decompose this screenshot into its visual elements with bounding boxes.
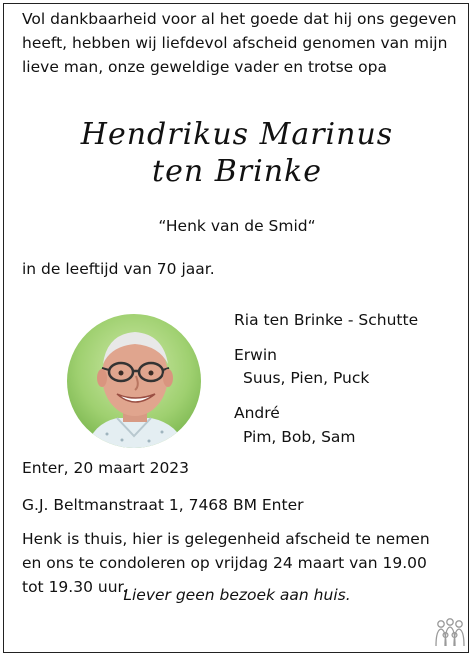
spouse-name: Ria ten Brinke - Schutte <box>234 311 419 329</box>
intro-line-2: heeft, hebben wij liefdevol afscheid genomen van mijn <box>22 34 448 52</box>
visitation-line-1: Henk is thuis, hier is gelegenheid afscheid te nemen <box>22 530 430 548</box>
place-date: Enter, 20 maart 2023 <box>22 459 190 477</box>
deceased-name-line-1: Hendrikus Marinus <box>80 117 394 152</box>
age-text: in de leeftijd van 70 jaar. <box>22 260 215 278</box>
grandchildren-erwin: Suus, Pien, Puck <box>243 369 370 387</box>
visitation-line-2: en ons te condoleren op vrijdag 24 maart van 19.00 <box>22 554 427 572</box>
deceased-name-line-2: ten Brinke <box>152 154 322 189</box>
deceased-nickname: “Henk van de Smid“ <box>158 217 316 235</box>
grandchildren-andre: Pim, Bob, Sam <box>243 428 356 446</box>
child-name-andre: André <box>234 404 280 422</box>
portrait-photo <box>67 314 201 448</box>
child-name-erwin: Erwin <box>234 346 277 364</box>
intro-line-3: lieve man, onze geweldige vader en trotse opa <box>22 58 387 76</box>
address: G.J. Beltmanstraat 1, 7468 BM Enter <box>22 496 304 514</box>
closing-note: Liever geen bezoek aan huis. <box>123 586 351 604</box>
family-logo-icon <box>433 618 467 648</box>
intro-line-1: Vol dankbaarheid voor al het goede dat hij ons gegeven <box>22 10 457 28</box>
visitation-line-3: tot 19.30 uur. <box>22 578 128 596</box>
